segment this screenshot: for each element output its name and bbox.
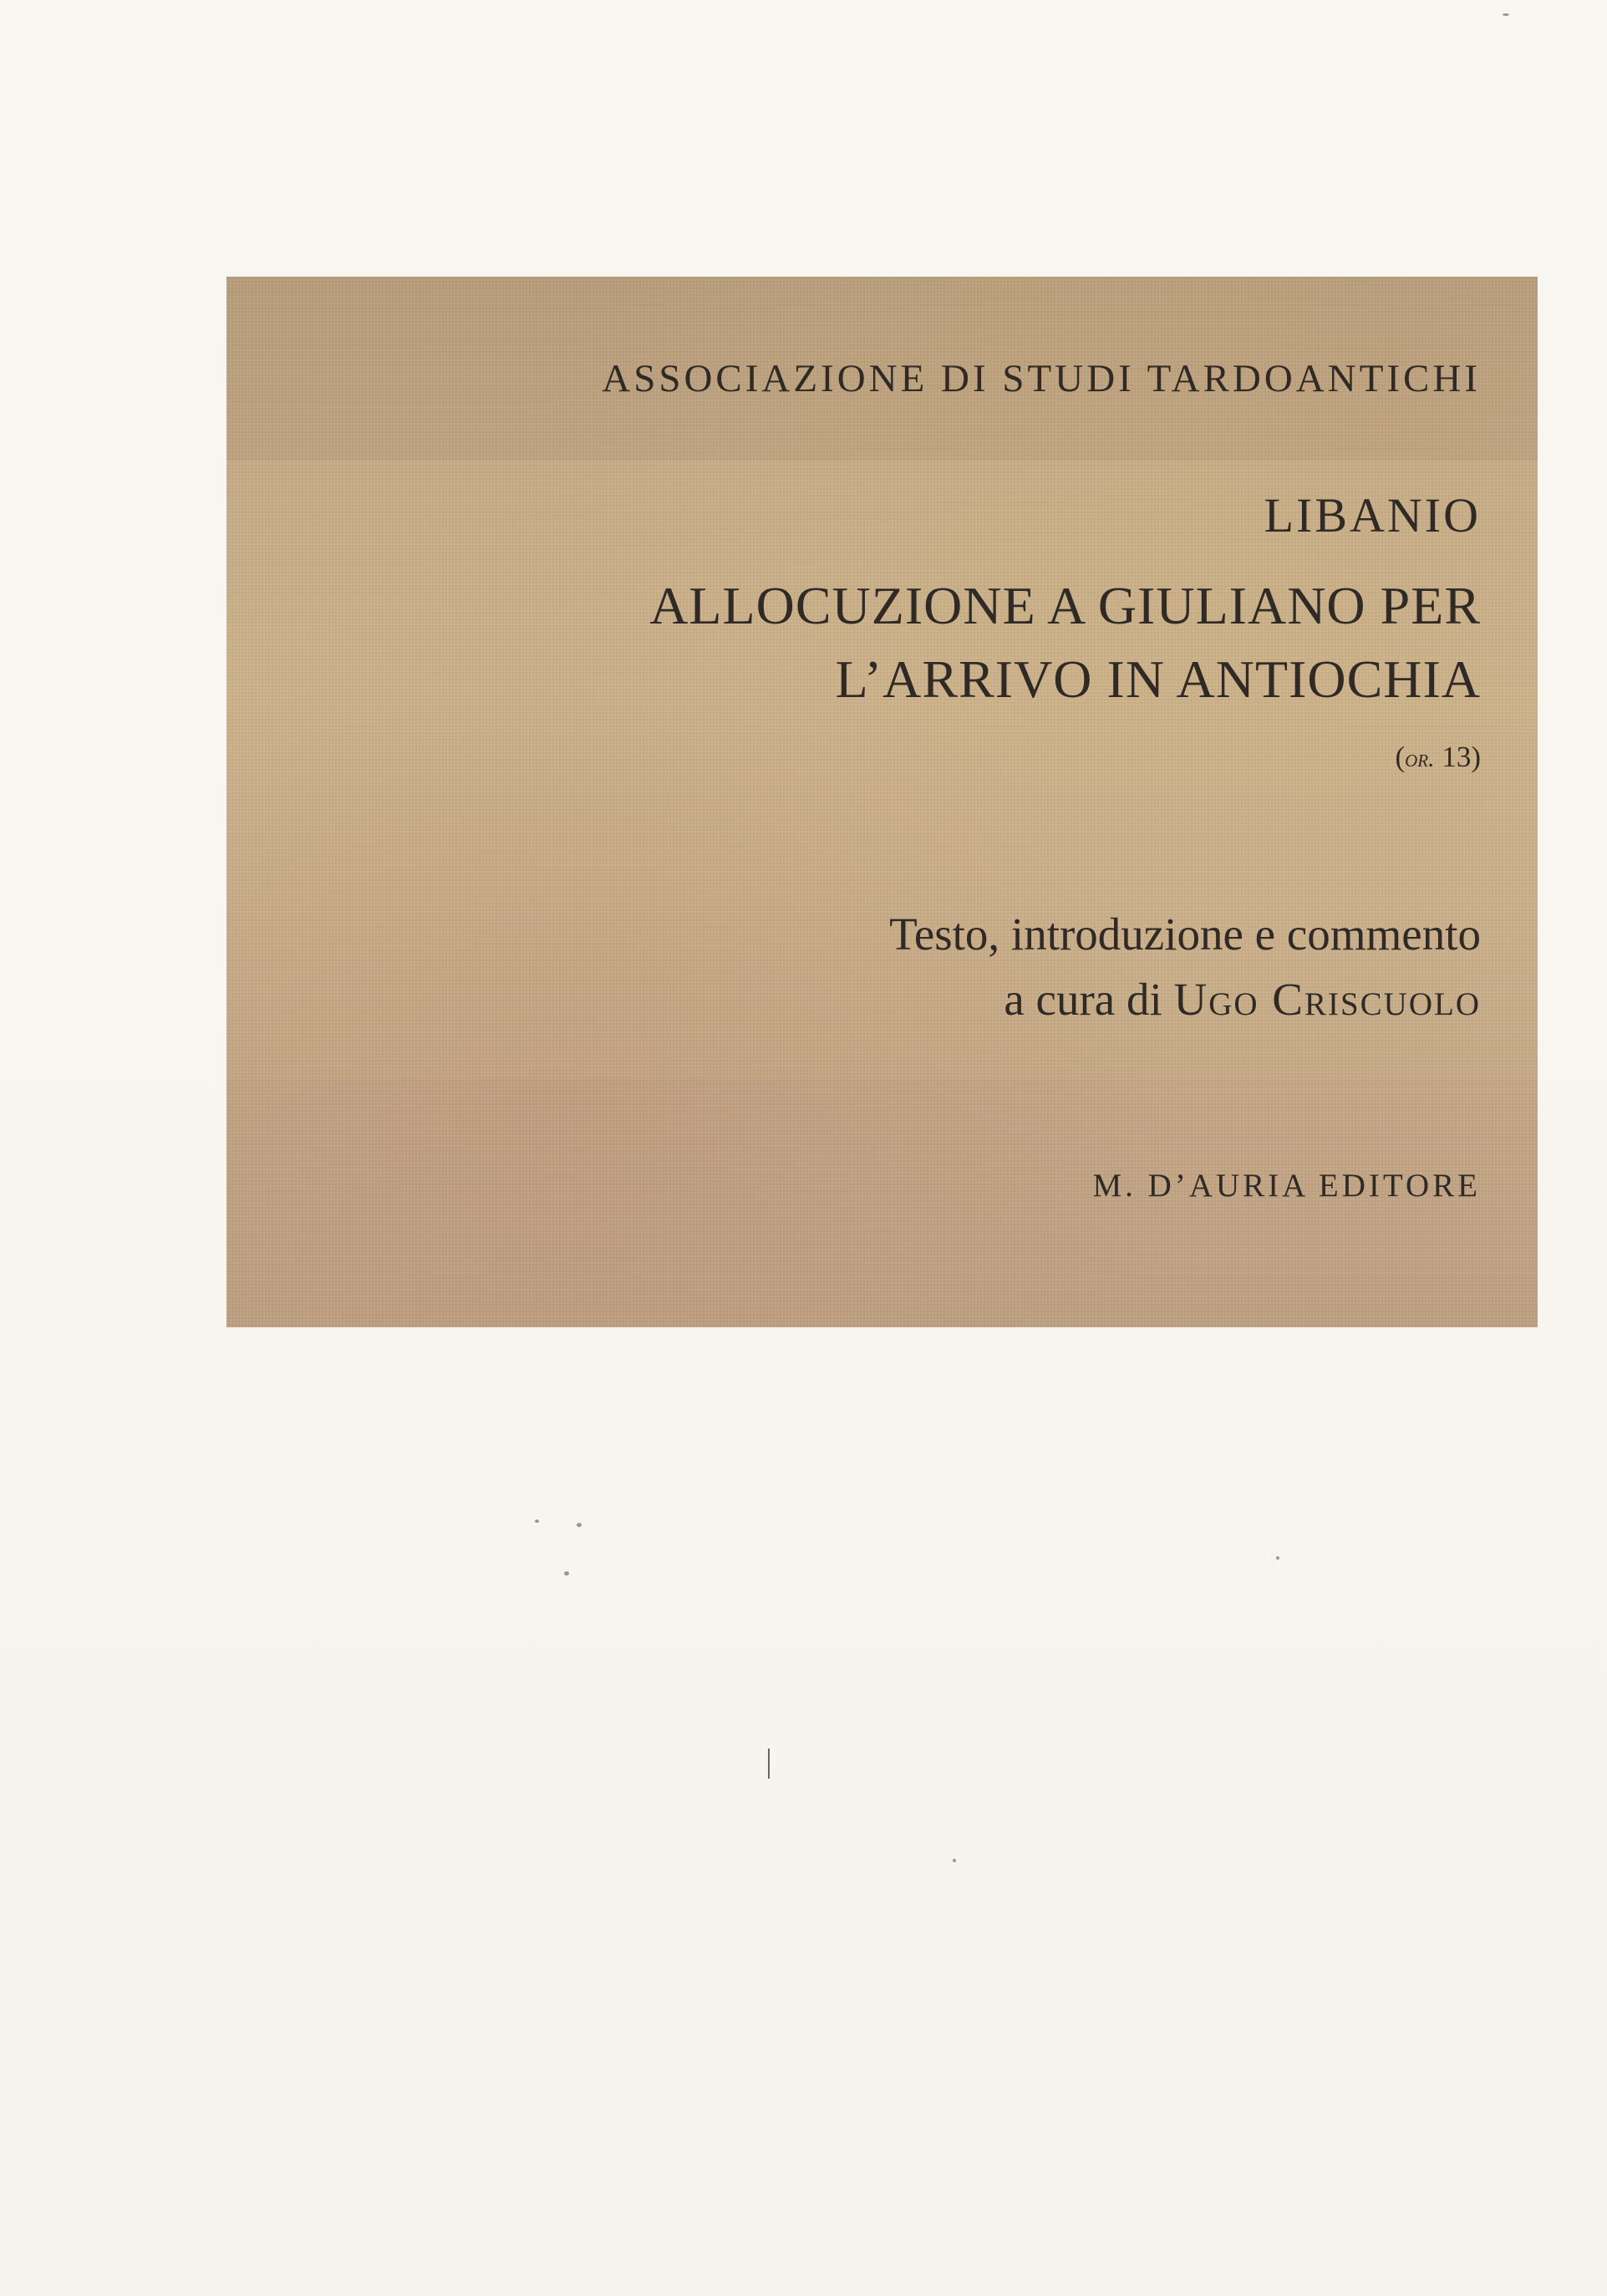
book-title-line-1: ALLOCUZIONE A GIULIANO PER: [649, 576, 1481, 635]
editor-credit-line-1: Testo, introduzione e commento: [889, 909, 1481, 960]
paper-speck: [953, 1859, 956, 1862]
work-reference: [1395, 741, 1481, 774]
paper-speck: [535, 1520, 539, 1523]
editor-credit-line-2: [1004, 973, 1481, 1026]
cover-panel: [226, 277, 1538, 1327]
paper-speck: [564, 1571, 569, 1576]
work-ref-abbrev: or.: [1405, 745, 1435, 772]
work-ref-open: (: [1395, 741, 1406, 773]
work-ref-number: 13): [1434, 741, 1481, 773]
editor-prefix: a cura di: [1004, 974, 1174, 1025]
paper-speck: [1503, 13, 1509, 16]
book-title-line-2: L’ARRIVO IN ANTIOCHIA: [835, 649, 1481, 709]
editor-name: Ugo Criscuolo: [1173, 974, 1481, 1025]
publisher-name: M. D’AURIA EDITORE: [1092, 1168, 1481, 1204]
series-title: ASSOCIAZIONE DI STUDI TARDOANTICHI: [602, 357, 1481, 400]
paper-mark: [768, 1749, 770, 1779]
author-name: LIBANIO: [1264, 488, 1481, 542]
paper-speck: [1276, 1556, 1279, 1560]
paper-speck: [577, 1523, 582, 1527]
